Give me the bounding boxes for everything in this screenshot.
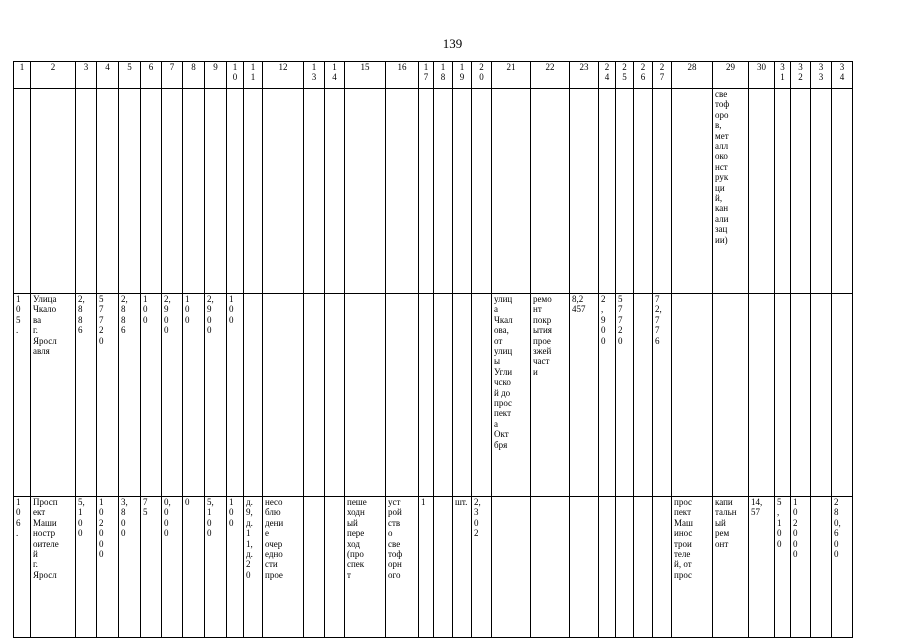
table-cell: 1 0 0: [183, 294, 205, 497]
table-cell: 3, 8 0 0: [119, 497, 141, 638]
header-cell: 2 0: [472, 62, 492, 89]
table-cell: [325, 89, 345, 294]
table-cell: 1 0 0: [141, 294, 162, 497]
table-cell: 1 0 0: [227, 497, 244, 638]
table-cell: 2, 8 8 6: [119, 294, 141, 497]
table-cell: [492, 497, 531, 638]
table-cell: [832, 89, 853, 294]
table-cell: [616, 497, 634, 638]
header-cell: 1 9: [453, 62, 472, 89]
header-cell: 5: [119, 62, 141, 89]
table-cell: [599, 497, 616, 638]
table-cell: Просп ект Маши ностр оителе й г. Яросл: [31, 497, 76, 638]
table-cell: [263, 294, 304, 497]
table-cell: [811, 89, 832, 294]
header-cell: 12: [263, 62, 304, 89]
table-cell: 1 0 0: [227, 294, 244, 497]
header-cell: 3 1: [775, 62, 791, 89]
table-cell: [141, 89, 162, 294]
table-cell: [434, 89, 453, 294]
header-cell: 8: [183, 62, 205, 89]
table-cell: [472, 89, 492, 294]
table-cell: [419, 89, 434, 294]
header-cell: 9: [205, 62, 227, 89]
header-cell: 2 7: [653, 62, 672, 89]
table-cell: [570, 497, 599, 638]
table-cell: 1 0 6 .: [14, 497, 31, 638]
table-cell: [634, 497, 653, 638]
table-cell: 5 7 7 2 0: [97, 294, 119, 497]
table-cell: ремо нт покр ытия прое зжей част и: [531, 294, 570, 497]
table-row: [14, 89, 853, 294]
table-cell: 2 8 0, 6 0 0: [832, 497, 853, 638]
header-cell: 2 6: [634, 62, 653, 89]
table-cell: 1 0 2 0 0 0: [791, 497, 811, 638]
table-cell: 5 7 7 2 0: [616, 294, 634, 497]
header-cell: 1 3: [304, 62, 325, 89]
header-cell: 3 3: [811, 62, 832, 89]
table-cell: [345, 294, 386, 497]
header-cell: 1 4: [325, 62, 345, 89]
table-cell: [672, 294, 713, 497]
table-cell: [434, 497, 453, 638]
page-number: 139: [442, 36, 463, 51]
table-cell: [119, 89, 141, 294]
table-cell: 0: [183, 497, 205, 638]
table-cell: пеше ходн ый пере ход (про спек т: [345, 497, 386, 638]
table-row: [14, 294, 853, 497]
table-cell: [811, 497, 832, 638]
table-cell: [325, 294, 345, 497]
table-cell: 2, 3 0 2: [472, 497, 492, 638]
table-cell: 5, 1 0 0: [76, 497, 97, 638]
table-cell: [14, 89, 31, 294]
header-cell: 23: [570, 62, 599, 89]
header-cell: 1 8: [434, 62, 453, 89]
table-cell: [453, 294, 472, 497]
table-cell: 5 , 1 0 0: [775, 497, 791, 638]
header-cell: 15: [345, 62, 386, 89]
header-cell: 1: [14, 62, 31, 89]
header-cell: 28: [672, 62, 713, 89]
header-cell: 21: [492, 62, 531, 89]
table-cell: [419, 294, 434, 497]
table-cell: 2, 9 0 0: [162, 294, 183, 497]
table-cell: [325, 497, 345, 638]
table-cell: [713, 294, 749, 497]
header-cell: 2 4: [599, 62, 616, 89]
table-cell: 1 0 5 .: [14, 294, 31, 497]
table-cell: [653, 497, 672, 638]
table-cell: 7 5: [141, 497, 162, 638]
header-cell: 3: [76, 62, 97, 89]
table-cell: [453, 89, 472, 294]
table-cell: [386, 294, 419, 497]
header-cell: 1 0: [227, 62, 244, 89]
table-row: [14, 497, 853, 638]
table-cell: шт.: [453, 497, 472, 638]
table-cell: [205, 89, 227, 294]
table-cell: [634, 294, 653, 497]
table-cell: уст рой ств о све тоф орн ого: [386, 497, 419, 638]
header-cell: 1 7: [419, 62, 434, 89]
table-cell: [263, 89, 304, 294]
table-cell: 7 2, 7 7 6: [653, 294, 672, 497]
table-cell: [811, 294, 832, 497]
header-cell: 2: [31, 62, 76, 89]
header-cell: 30: [749, 62, 775, 89]
table-cell: 5, 1 0 0: [205, 497, 227, 638]
table-cell: [570, 89, 599, 294]
table-cell: [345, 89, 386, 294]
table-cell: 8,2 457: [570, 294, 599, 497]
table-cell: 14, 57: [749, 497, 775, 638]
table-cell: [616, 89, 634, 294]
header-cell: 3 4: [832, 62, 853, 89]
table-cell: 2 , 9 0 0: [599, 294, 616, 497]
table-cell: [244, 89, 263, 294]
table-cell: [634, 89, 653, 294]
table-cell: [162, 89, 183, 294]
table-cell: [775, 294, 791, 497]
header-cell: 6: [141, 62, 162, 89]
table-cell: [31, 89, 76, 294]
table-cell: [304, 294, 325, 497]
table-cell: [76, 89, 97, 294]
table-cell: [791, 294, 811, 497]
header-cell: 22: [531, 62, 570, 89]
table-cell: прос пект Маш инос трои теле й, от прос: [672, 497, 713, 638]
table-cell: улиц а Чкал ова, от улиц ы Угли чско й до прос пект а Окт бря: [492, 294, 531, 497]
table-cell: [531, 497, 570, 638]
table-cell: [775, 89, 791, 294]
table-cell: 2, 8 8 6: [76, 294, 97, 497]
table-cell: [227, 89, 244, 294]
table-cell: [492, 89, 531, 294]
header-cell: 3 2: [791, 62, 811, 89]
table-cell: [599, 89, 616, 294]
data-table: [13, 61, 853, 638]
header-row: [14, 62, 853, 89]
table-cell: [434, 294, 453, 497]
table-cell: [97, 89, 119, 294]
table-cell: [531, 89, 570, 294]
table-cell: све тоф оро в, мет алл око нст рук ци й, кан али зац ии): [713, 89, 749, 294]
header-cell: 2 5: [616, 62, 634, 89]
table-cell: [304, 89, 325, 294]
header-cell: 29: [713, 62, 749, 89]
table-cell: 2, 9 0 0: [205, 294, 227, 497]
table-cell: [244, 294, 263, 497]
table-cell: [386, 89, 419, 294]
table-cell: Улица Чкало ва г. Яросл авля: [31, 294, 76, 497]
table-cell: [653, 89, 672, 294]
table-cell: [749, 89, 775, 294]
table-cell: 1: [419, 497, 434, 638]
header-cell: 1 1: [244, 62, 263, 89]
table-cell: 1 0 2 0 0 0: [97, 497, 119, 638]
header-cell: 16: [386, 62, 419, 89]
table-cell: [749, 294, 775, 497]
table-cell: [183, 89, 205, 294]
table-cell: [304, 497, 325, 638]
header-cell: 4: [97, 62, 119, 89]
table-cell: [672, 89, 713, 294]
table-cell: д. 9, д. 1 1, д. 2 0: [244, 497, 263, 638]
table-cell: капи тальн ый рем онт: [713, 497, 749, 638]
table-cell: [472, 294, 492, 497]
table-cell: [832, 294, 853, 497]
table-cell: [791, 89, 811, 294]
table-cell: несо блю дени е очер едно сти прое: [263, 497, 304, 638]
header-cell: 7: [162, 62, 183, 89]
table-cell: 0, 0 0 0: [162, 497, 183, 638]
